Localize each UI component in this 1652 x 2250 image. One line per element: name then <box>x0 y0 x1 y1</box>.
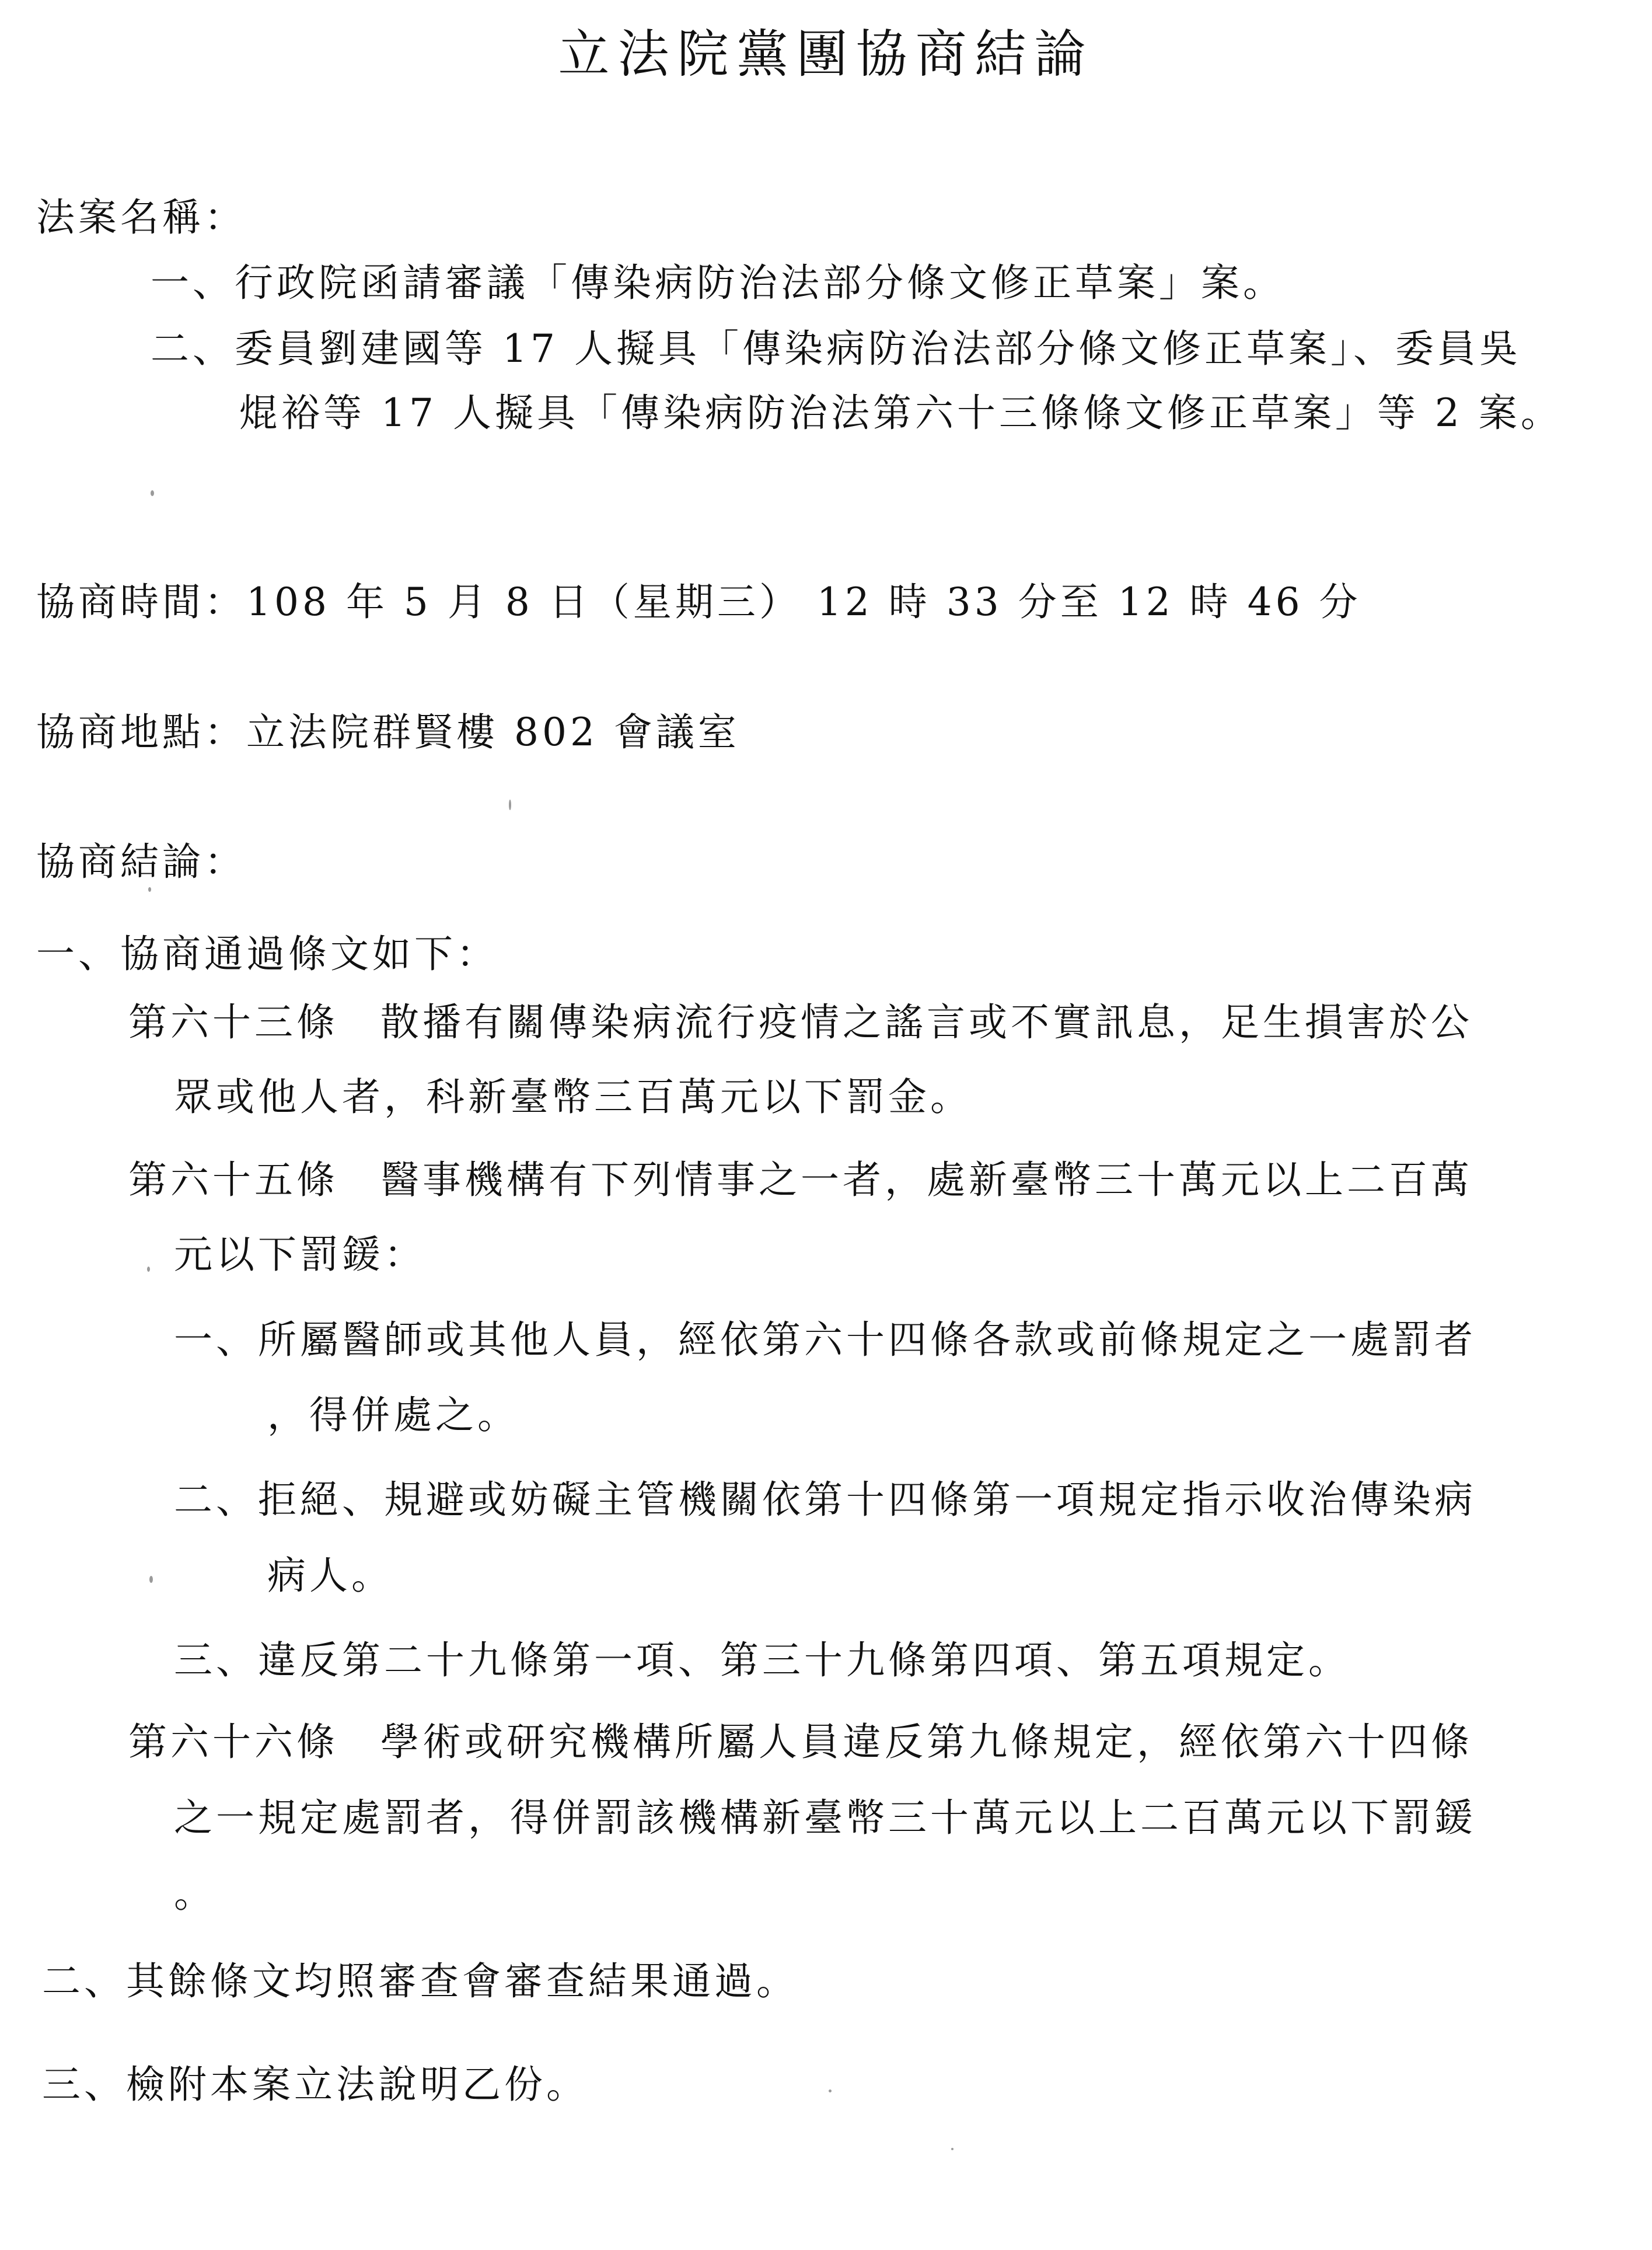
conclusion-label: 協商結論： <box>36 839 246 884</box>
scan-speck <box>829 2089 832 2092</box>
negotiation-time: 協商時間：108 年 5 月 8 日（星期三） 12 時 33 分至 12 時 46 分 <box>36 580 1361 625</box>
conclusion-item-1-heading: 一、協商通過條文如下： <box>36 932 498 976</box>
article-65-subitem-3: 三、違反第二十九條第一項、第三十九條第四項、第五項規定。 <box>174 1638 1350 1683</box>
article-66-line-3: 。 <box>174 1871 216 1916</box>
document-title: 立法院黨團協商結論 <box>558 24 1094 84</box>
bill-item-2-line-2: 焜裕等 17 人擬具「傳染病防治法第六十三條條文修正草案」等 2 案。 <box>239 390 1563 435</box>
article-66-line-1: 第六十六條 學術或研究機構所屬人員違反第九條規定，經依第六十四條 <box>128 1719 1473 1764</box>
conclusion-item-3: 三、檢附本案立法說明乙份。 <box>42 2062 588 2107</box>
scan-speck <box>151 490 154 496</box>
scan-speck <box>149 1576 153 1583</box>
article-65-subitem-2-line-1: 二、拒絕、規避或妨礙主管機關依第十四條第一項規定指示收治傳染病 <box>174 1477 1476 1522</box>
bill-item-1: 一、行政院函請審議「傳染病防治法部分條文修正草案」案。 <box>151 260 1285 305</box>
conclusion-item-2: 二、其餘條文均照審查會審查結果通過。 <box>42 1959 798 2004</box>
scan-speck <box>148 887 151 892</box>
article-66-line-2: 之一規定處罰者，得併罰該機構新臺幣三十萬元以上二百萬元以下罰鍰 <box>174 1795 1476 1840</box>
article-63-line-2: 眾或他人者，科新臺幣三百萬元以下罰金。 <box>174 1075 972 1119</box>
article-63-line-1: 第六十三條 散播有關傳染病流行疫情之謠言或不實訊息，足生損害於公 <box>128 1000 1473 1045</box>
scan-speck <box>951 2148 954 2150</box>
article-65-subitem-1-line-2: ，得併處之。 <box>267 1393 519 1438</box>
negotiation-location: 協商地點：立法院群賢樓 802 會議室 <box>36 710 740 755</box>
scan-speck <box>147 1267 150 1272</box>
bill-item-2-line-1: 二、委員劉建國等 17 人擬具「傳染病防治法部分條文修正草案」、委員吳 <box>151 326 1521 371</box>
bill-name-label: 法案名稱： <box>36 195 246 240</box>
article-65-subitem-2-line-2: 病人。 <box>267 1553 393 1598</box>
scan-speck <box>509 800 511 810</box>
article-65-subitem-1-line-1: 一、所屬醫師或其他人員，經依第六十四條各款或前條規定之一處罰者 <box>174 1317 1476 1362</box>
article-65-line-1: 第六十五條 醫事機構有下列情事之一者，處新臺幣三十萬元以上二百萬 <box>128 1157 1473 1202</box>
article-65-line-2: 元以下罰鍰： <box>174 1232 426 1277</box>
